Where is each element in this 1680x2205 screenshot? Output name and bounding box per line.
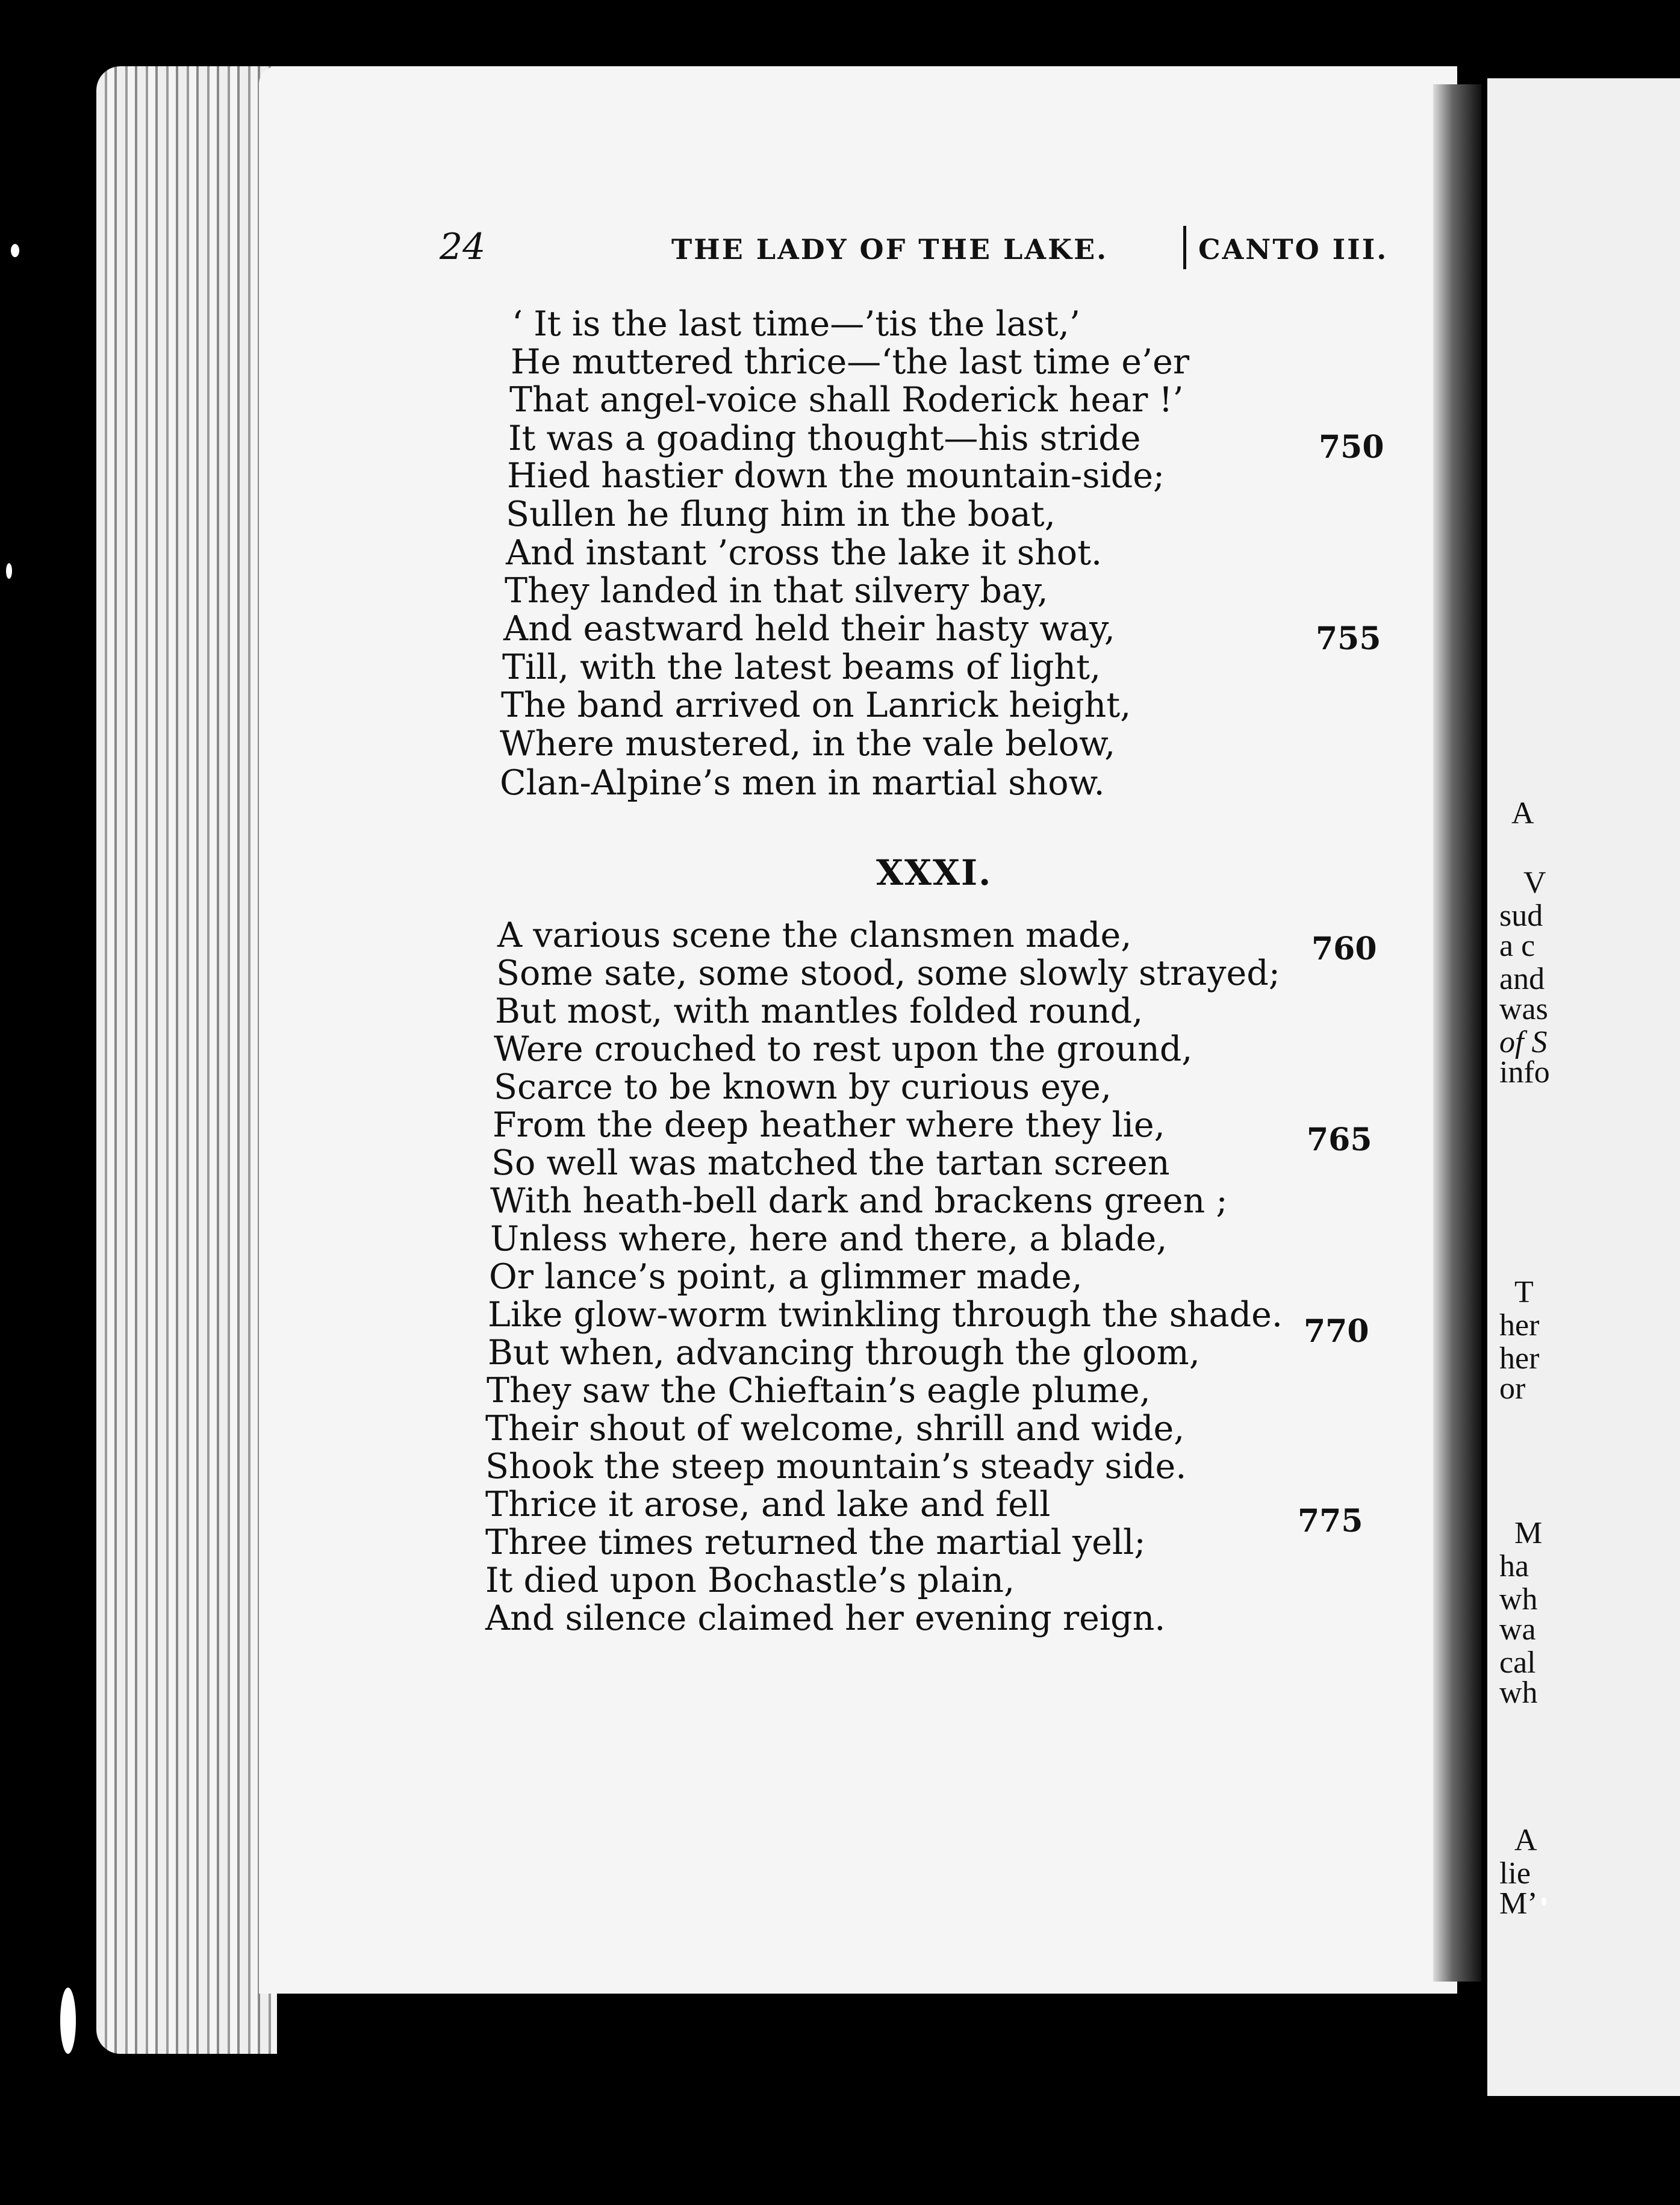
facing-fragment: M [1514, 1516, 1543, 1550]
poem-line: Thrice it arose, and lake and fell [485, 1485, 1051, 1524]
poem-line: And silence claimed her evening reign. [485, 1598, 1166, 1638]
poem-line: Clan-Alpine’s men in martial show. [500, 763, 1105, 803]
facing-fragment: T [1514, 1275, 1534, 1309]
facing-fragment: M’ [1499, 1886, 1538, 1921]
poem-line: They landed in that silvery bay, [505, 571, 1048, 611]
facing-fragment: a c [1499, 929, 1535, 963]
poem-line: ‘ It is the last time—’tis the last,’ [512, 304, 1080, 344]
facing-fragment: her [1499, 1308, 1540, 1343]
line-number: 750 [1319, 429, 1384, 466]
speck [11, 244, 19, 257]
speck [60, 1988, 76, 2054]
poem-line: But when, advancing through the gloom, [488, 1333, 1200, 1373]
facing-fragment: and [1499, 962, 1545, 996]
facing-fragment: wh [1499, 1676, 1538, 1710]
line-number: 770 [1304, 1313, 1369, 1350]
facing-fragment: V [1523, 865, 1546, 900]
poem-line: Some sate, some stood, some slowly strayed; [496, 953, 1280, 993]
canto-label: CANTO III. [1183, 226, 1388, 269]
poem-line: Were crouched to rest upon the ground, [494, 1029, 1193, 1069]
poem-line: Where mustered, in the vale below, [500, 724, 1116, 764]
poem-line: But most, with mantles folded round, [495, 991, 1143, 1031]
running-title: THE LADY OF THE LAKE. [671, 233, 1109, 266]
speck [1542, 1897, 1546, 1906]
poem-line: Three times returned the martial yell; [485, 1523, 1146, 1562]
poem-line: And instant ’cross the lake it shot. [506, 533, 1103, 573]
section-heading: XXXI. [876, 852, 992, 893]
poem-line: So well was matched the tartan screen [491, 1143, 1170, 1183]
facing-fragment: wa [1499, 1612, 1536, 1647]
poem-line: From the deep heather where they lie, [493, 1105, 1165, 1145]
poem-line: Or lance’s point, a glimmer made, [489, 1257, 1083, 1297]
facing-fragment: lie [1499, 1856, 1531, 1891]
poem-line: And eastward held their hasty way, [503, 609, 1115, 649]
line-number: 765 [1307, 1121, 1372, 1158]
poem-line: Like glow-worm twinkling through the shade. [488, 1295, 1283, 1335]
poem-line: A various scene the clansmen made, [497, 915, 1132, 955]
facing-page [1487, 78, 1680, 2096]
book-gutter [1433, 84, 1481, 1982]
poem-line: With heath-bell dark and brackens green ; [490, 1181, 1228, 1221]
page-edges [96, 66, 277, 2054]
poem-line: Scarce to be known by curious eye, [494, 1067, 1112, 1107]
line-number: 760 [1311, 931, 1377, 967]
facing-fragment: cal [1499, 1645, 1536, 1680]
speck [6, 563, 12, 579]
line-number: 755 [1316, 620, 1381, 657]
poem-line: Their shout of welcome, shrill and wide, [485, 1409, 1185, 1449]
poem-line: The band arrived on Lanrick height, [501, 685, 1131, 725]
poem-line: It was a goading thought—his stride [508, 419, 1141, 458]
facing-fragment: ha [1499, 1549, 1529, 1583]
poem-line: Shook the steep mountain’s steady side. [485, 1447, 1187, 1486]
poem-line: Unless where, here and there, a blade, [490, 1219, 1168, 1259]
facing-fragment: info [1499, 1055, 1550, 1090]
page-header [440, 226, 1415, 280]
facing-fragment: was [1499, 992, 1548, 1026]
page-number: 24 [440, 226, 486, 268]
facing-fragment: or [1499, 1371, 1526, 1406]
poem-line: Sullen he flung him in the boat, [506, 494, 1056, 534]
poem-line: He muttered thrice—‘the last time e’er [511, 342, 1190, 382]
poem-line: Till, with the latest beams of light, [502, 647, 1101, 687]
facing-fragment: of S [1499, 1025, 1548, 1059]
facing-fragment: A [1511, 796, 1534, 831]
facing-fragment: wh [1499, 1582, 1538, 1617]
poem-line: That angel-voice shall Roderick hear !’ [509, 380, 1184, 420]
poem-line: They saw the Chieftain’s eagle plume, [487, 1371, 1151, 1411]
facing-fragment: her [1499, 1341, 1540, 1376]
poem-line: Hied hastier down the mountain-side; [507, 456, 1165, 496]
poem-line: It died upon Bochastle’s plain, [485, 1561, 1015, 1600]
facing-fragment: A [1514, 1823, 1537, 1857]
facing-fragment: sud [1499, 899, 1543, 933]
line-number: 775 [1298, 1503, 1363, 1539]
